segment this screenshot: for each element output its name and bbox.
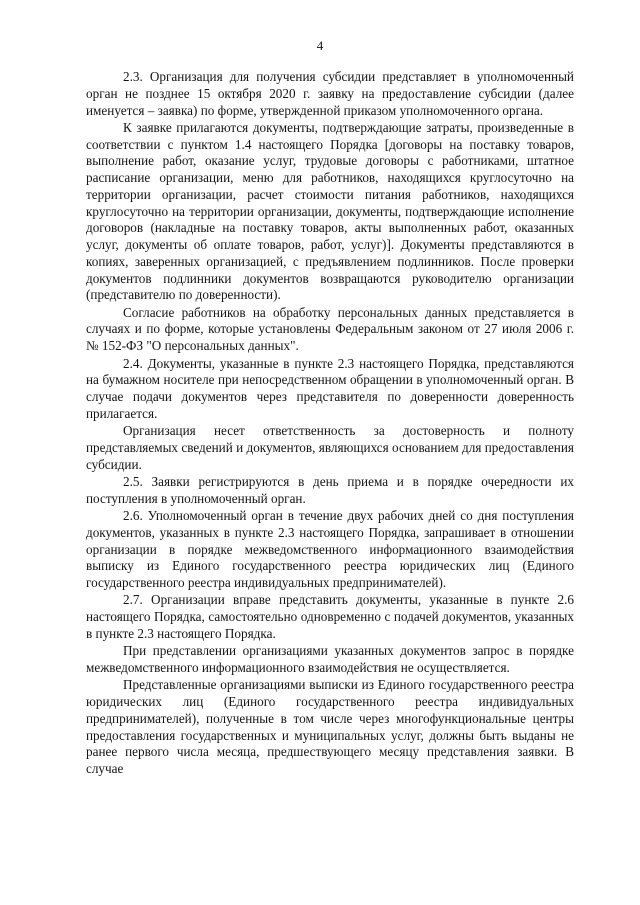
document-body: [86, 69, 574, 778]
paragraph-no-request: При представлении организациями указанных документов запрос в порядке межведомственного информационного взаимодействия не осуществляется.: [86, 643, 574, 675]
paragraph-2-7: 2.7. Организации вправе представить документы, указанные в пункте 2.6 настоящего Порядка, самостоятельно одновременно с подачей документов, указанных в пункте 2.3 настоящего Порядка.: [86, 592, 574, 641]
paragraph-responsibility: Организация несет ответственность за достоверность и полноту представляемых сведений и документов, являющихся основанием для предоставления субсидии.: [86, 423, 574, 472]
paragraph-attached-documents: К заявке прилагаются документы, подтверждающие затраты, произведенные в соответствии с пунктом 1.4 настоящего Порядка [договоры на поставку товаров, выполнение работ, оказание услуг, трудовые договоры с работниками, штатное расписание организации, меню для работников, находящихся круглосуточно на территории организации, расчет стоимости питания работников, находящихся круглосуточно на территории организации, документы, подтверждающие исполнение договоров (накладные на поставку товаров, акты выполненных работ, оказанных услуг, документы об оплате товаров, работ, услуг)]. Документы представляются в копиях, заверенных организацией, с предъявлением подлинников. После проверки документов подлинники документов возвращаются руководителю организации (представителю по доверенности).: [86, 119, 574, 303]
paragraph-personal-data-consent: Согласие работников на обработку персональных данных представляется в случаях и по форме, которые установлены Федеральным законом от 27 июля 2006 г. № 152-ФЗ "О персональных данных".: [86, 304, 574, 354]
paragraph-registry-extracts: Представленные организациями выписки из Единого государственного реестра юридических лиц (Единого государственного реестра индивидуальных предпринимателей), полученные в том числе через многофункциональные центры предоставления государственных и муниципальных услуг, должны быть выданы не ранее первого числа месяца, предшествующего месяцу представления заявки. В случае: [86, 677, 574, 777]
paragraph-2-3: 2.3. Организация для получения субсидии представляет в уполномоченный орган не позднее 15 октября 2020 г. заявку на предоставление субсидии (далее именуется – заявка) по форме, утвержденной приказом уполномоченного органа.: [86, 69, 574, 118]
page-number: 4: [316, 38, 324, 53]
paragraph-2-4: 2.4. Документы, указанные в пункте 2.3 настоящего Порядка, представляются на бумажном носителе при непосредственном обращении в уполномоченный орган. В случае подачи документов через представителя по доверенности доверенность прилагается.: [86, 355, 574, 421]
paragraph-2-5: 2.5. Заявки регистрируются в день приема и в порядке очередности их поступления в уполномоченный орган.: [86, 473, 574, 506]
paragraph-2-6: 2.6. Уполномоченный орган в течение двух рабочих дней со дня поступления документов, указанных в пункте 2.3 настоящего Порядка, запрашивает в отношении организации в порядке межведомственного информационного взаимодействия выписку из Единого государственного реестра юридических лиц (Единого государственного реестра индивидуальных предпринимателей).: [86, 508, 574, 591]
